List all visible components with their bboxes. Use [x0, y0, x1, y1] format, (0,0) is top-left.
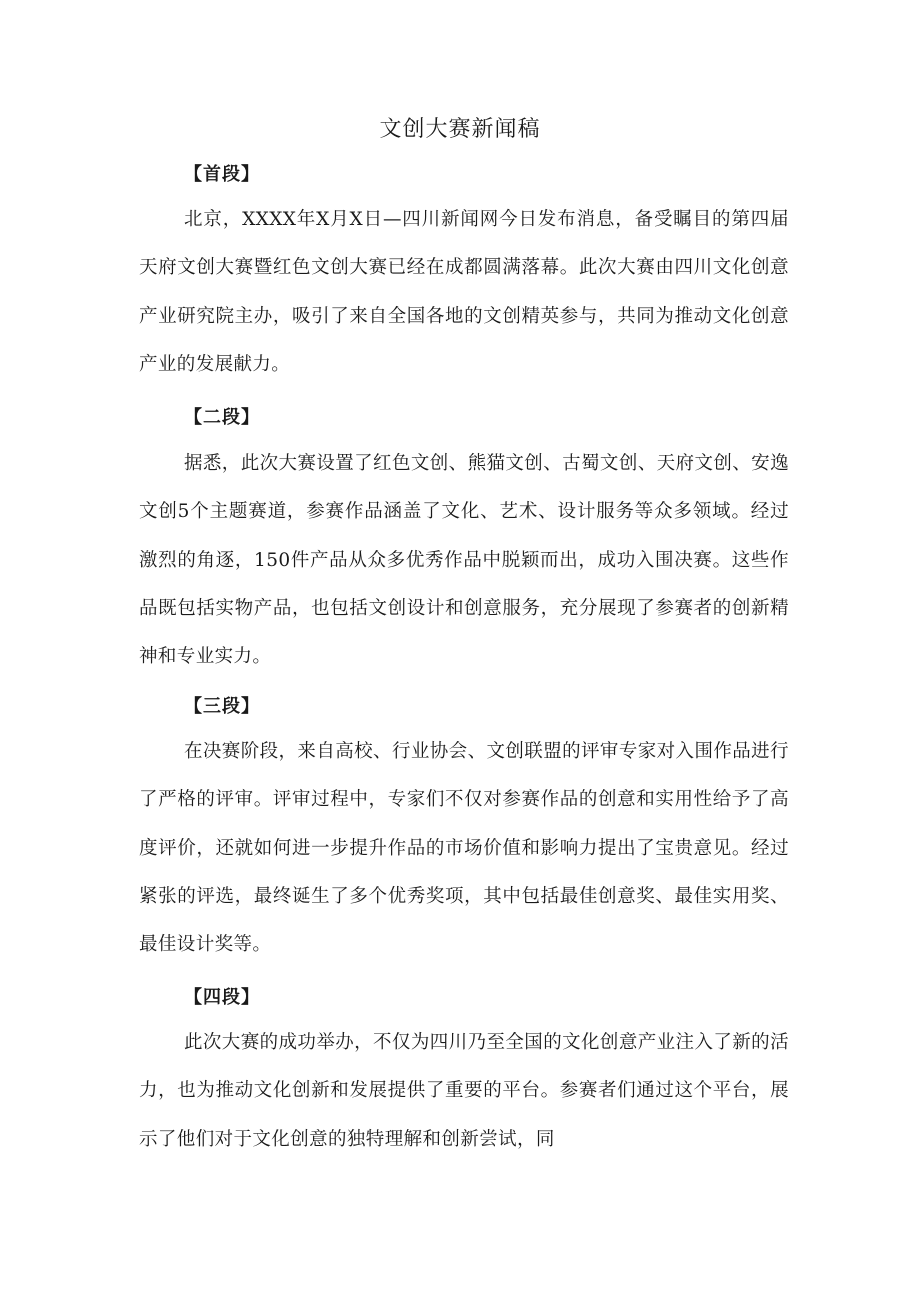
section-body-fourth: 此次大赛的成功举办，不仅为四川乃至全国的文化创意产业注入了新的活力，也为推动文化创新和发展提供了重要的平台。参赛者们通过这个平台，展示了他们对于文化创意的独特理解和创新尝试，同: [139, 1032, 789, 1150]
section-body-third: 在决赛阶段，来自高校、行业协会、文创联盟的评审专家对入围作品进行了严格的评审。评审过程中，专家们不仅对参赛作品的创意和实用性给予了高度评价，还就如何进一步提升作品的市场价值和影响力提出了宝贵意见。经过紧张的评选，最终诞生了多个优秀奖项，其中包括最佳创意奖、最佳实用奖、最佳设计奖等。: [139, 741, 789, 956]
section-body-first: 北京，XXXX年X月X日—四川新闻网今日发布消息，备受瞩目的第四届天府文创大赛暨红色文创大赛已经在成都圆满落幕。此次大赛由四川文化创意产业研究院主办，吸引了来自全国各地的文创精英参与，共同为推动文化创意产业的发展献力。: [139, 209, 789, 375]
section-heading-fourth: 【四段】: [184, 987, 260, 1008]
section-heading-first: 【首段】: [184, 164, 260, 185]
section-body-second: 据悉，此次大赛设置了红色文创、熊猫文创、古蜀文创、天府文创、安逸文创5个主题赛道，参赛作品涵盖了文化、艺术、设计服务等众多领域。经过激烈的角逐，150件产品从众多优秀作品中脱颖而出，成功入围决赛。这些作品既包括实物产品，也包括文创设计和创意服务，充分展现了参赛者的创新精神和专业实力。: [139, 453, 789, 668]
section-heading-third: 【三段】: [184, 696, 260, 717]
section-heading-second: 【二段】: [184, 407, 260, 428]
document-title: 文创大赛新闻稿: [379, 117, 541, 142]
